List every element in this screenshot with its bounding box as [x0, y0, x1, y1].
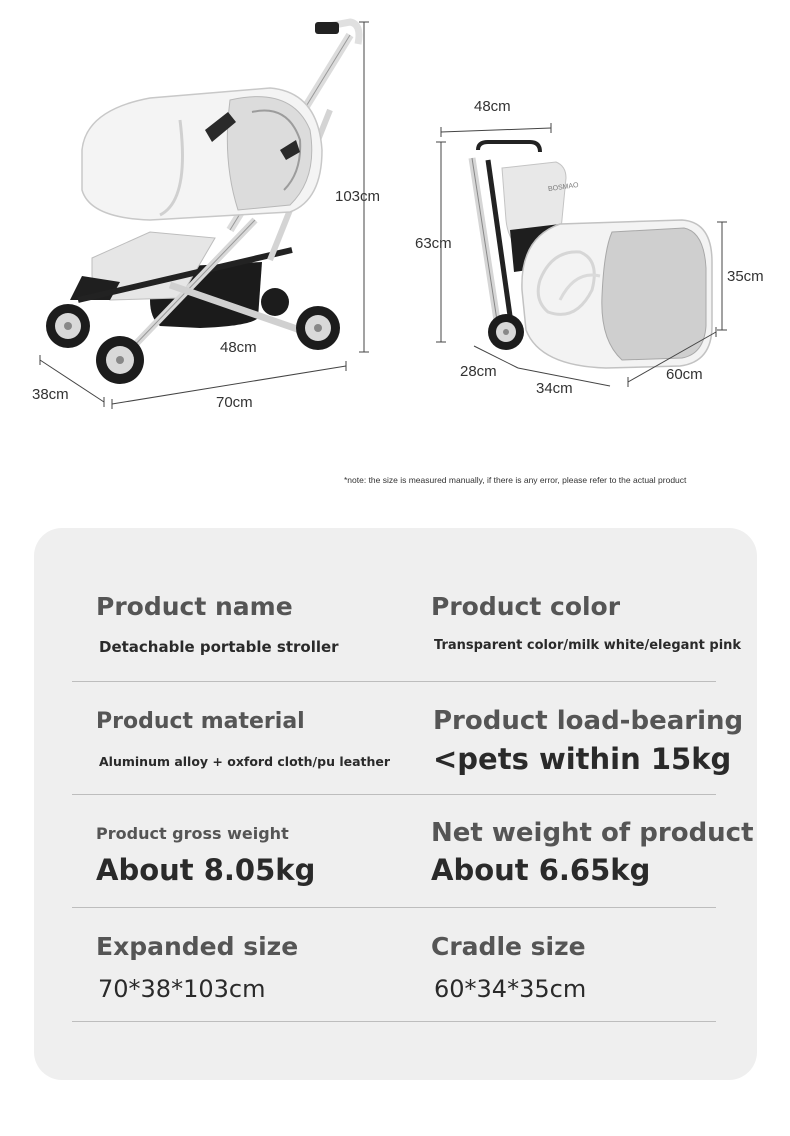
- load-bearing-title: Product load-bearing: [433, 706, 744, 736]
- cradle-size-value: 60*34*35cm: [434, 975, 587, 1003]
- expanded-size-value: 70*38*103cm: [98, 975, 266, 1003]
- product-color-title: Product color: [431, 592, 621, 621]
- folded-width-label: 48cm: [474, 98, 511, 115]
- expanded-size-title: Expanded size: [96, 932, 299, 961]
- row-divider: [72, 681, 716, 682]
- brand-mark: BOSMAO: [547, 181, 580, 194]
- row-divider: [72, 794, 716, 795]
- folded-depth-label: 28cm: [460, 363, 497, 380]
- product-name-title: Product name: [96, 592, 293, 621]
- stroller-drawing: [0, 0, 790, 470]
- stroller-width-label: 38cm: [32, 386, 69, 403]
- row-divider: [72, 907, 716, 908]
- load-bearing-value: <pets within 15kg: [433, 742, 732, 776]
- cradle-size-title: Cradle size: [431, 932, 586, 961]
- dimension-illustration: [0, 0, 790, 470]
- product-material-title: Product material: [96, 709, 305, 734]
- gross-weight-title: Product gross weight: [96, 824, 289, 843]
- net-weight-title: Net weight of product: [431, 818, 754, 848]
- cradle-length-label: 60cm: [666, 366, 703, 383]
- net-weight-value: About 6.65kg: [431, 853, 651, 887]
- product-material-value: Aluminum alloy + oxford cloth/pu leather: [99, 754, 391, 769]
- cradle-width-label: 34cm: [536, 380, 573, 397]
- measurement-note: *note: the size is measured manually, if there is any error, please refer to the actual product: [344, 475, 687, 485]
- product-name-value: Detachable portable stroller: [99, 638, 339, 656]
- row-divider: [72, 1021, 716, 1022]
- stroller-length-label: 70cm: [216, 394, 253, 411]
- gross-weight-value: About 8.05kg: [96, 853, 316, 887]
- spec-panel: [34, 528, 757, 1080]
- folded-height-label: 63cm: [415, 235, 452, 252]
- stroller-seat-width-label: 48cm: [220, 339, 257, 356]
- product-color-value: Transparent color/milk white/elegant pink: [434, 638, 742, 653]
- cradle-height-label: 35cm: [727, 268, 764, 285]
- stroller-height-label: 103cm: [335, 188, 381, 205]
